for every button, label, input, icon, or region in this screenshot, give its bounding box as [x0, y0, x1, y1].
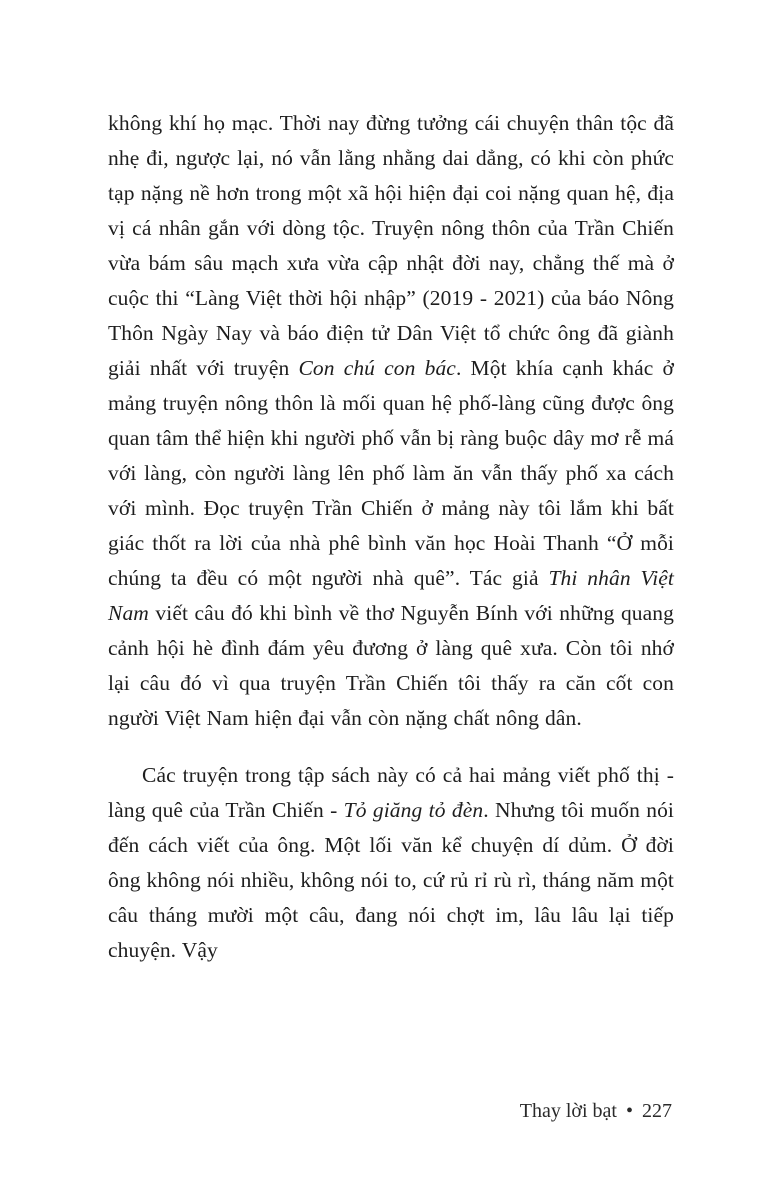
italic-text-run: Con chú con bác [298, 356, 456, 380]
italic-text-run: Tỏ giăng tỏ đèn [343, 798, 484, 822]
footer [520, 1098, 672, 1124]
paragraph [108, 106, 674, 736]
text-run: Các truyện trong tập sách này có cả hai mảng viết phố thị - làng quê của Trần Chiến - [108, 763, 674, 822]
text-run: . Nhưng tôi muốn nói đến cách viết của ông. Một lối văn kể chuyện dí dủm. Ở đời ông không nói nhiều, không nói to, cứ rủ rỉ rù rì, tháng năm một câu tháng mười một câu, đang nói chợt im, lâu lâu lại tiếp chuyện. Vậy [108, 798, 674, 962]
text-run: không khí họ mạc. Thời nay đừng tưởng cái chuyện thân tộc đã nhẹ đi, ngược lại, nó vẫn lằng nhằng dai dẳng, có khi còn phức tạp nặng nề hơn trong một xã hội hiện đại coi nặng quan hệ, địa vị cá nhân gắn với dòng tộc. Truyện nông thôn của Trần Chiến vừa bám sâu mạch xưa vừa cập nhật đời nay, chẳng thế mà ở cuộc thi “Làng Việt thời hội nhập” (2019 - 2021) của báo Nông Thôn Ngày Nay và báo điện tử Dân Việt tổ chức ông đã giành giải nhất với truyện [108, 111, 674, 380]
separator-dot-icon: • [625, 1100, 633, 1122]
text-block [108, 106, 674, 968]
paragraph [108, 758, 674, 968]
running-title: Thay lời bạt [519, 1100, 617, 1122]
page-number: 227 [642, 1100, 672, 1122]
text-run: viết câu đó khi bình về thơ Nguyễn Bính với những quang cảnh hội hè đình đám yêu đương ở làng quê xưa. Còn tôi nhớ lại câu đó vì qua truyện Trần Chiến tôi thấy ra căn cốt con người Việt Nam hiện đại vẫn còn nặng chất nông dân. [108, 601, 674, 730]
text-run: . Một khía cạnh khác ở mảng truyện nông thôn là mối quan hệ phố-làng cũng được ông quan tâm thể hiện khi người phố vẫn bị ràng buộc dây mơ rễ má với làng, còn người làng lên phố làm ăn vẫn thấy phố xa cách với mình. Đọc truyện Trần Chiến ở mảng này tôi lắm khi bất giác thốt ra lời của nhà phê bình văn học Hoài Thanh “Ở mỗi chúng ta đều có một người nhà quê”. Tác giả [108, 356, 674, 590]
italic-text-run: Thi nhân Việt Nam [108, 566, 674, 625]
